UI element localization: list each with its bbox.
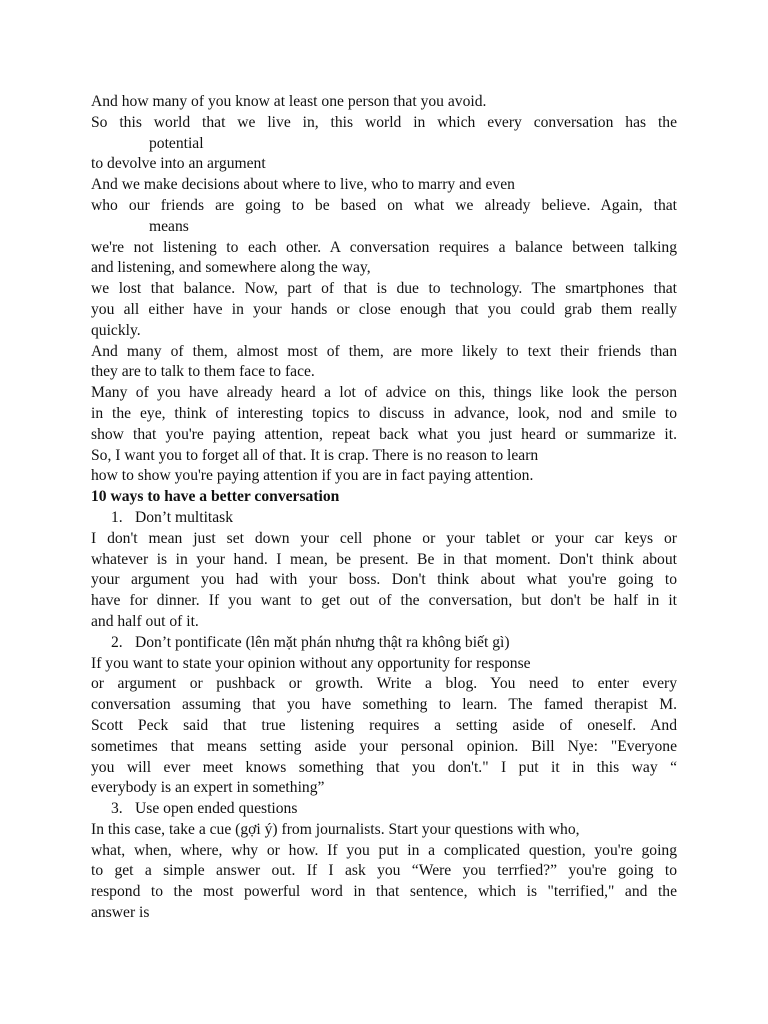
text-line: to devolve into an argument: [91, 155, 266, 173]
list-number: 2.: [111, 633, 123, 651]
text-line: have for dinner. If you want to get out of the conversation, but don't be half in it: [91, 592, 677, 610]
text-line: you all either have in your hands or close enough that you could grab them really: [91, 300, 677, 318]
text-line: And we make decisions about where to live, who to marry and even: [91, 176, 515, 194]
text-line: what, when, where, why or how. If you put in a complicated question, you're going: [91, 841, 677, 859]
text-line: potential: [149, 134, 204, 152]
text-line: your argument you had with your boss. Don't think about what you're going to: [91, 571, 677, 589]
text-line: you will ever meet knows something that you don't." I put it in this way “: [91, 758, 677, 776]
text-line: they are to talk to them face to face.: [91, 363, 315, 381]
text-line: show that you're paying attention, repeat back what you just heard or summarize it.: [91, 425, 677, 443]
list-number: 3.: [111, 800, 123, 818]
list-item-title: Don’t multitask: [135, 508, 234, 526]
text-line: If you want to state your opinion without any opportunity for response: [91, 654, 531, 672]
text-line: In this case, take a cue (gợi ý) from journalists. Start your questions with who,: [91, 820, 580, 838]
list-item-heading: [91, 508, 677, 529]
text-line: we're not listening to each other. A conversation requires a balance between talking: [91, 238, 677, 256]
text-line: who our friends are going to be based on what we already believe. Again, that: [91, 196, 677, 214]
text-line: everybody is an expert in something”: [91, 779, 325, 797]
text-line: conversation assuming that you have something to learn. The famed therapist M.: [91, 696, 677, 714]
text-line: I don't mean just set down your cell phone or your tablet or your car keys or: [91, 529, 677, 547]
tip-1-block: [91, 508, 677, 633]
text-line: how to show you're paying attention if you are in fact paying attention.: [91, 467, 534, 485]
text-line: And many of them, almost most of them, are more likely to text their friends than: [91, 342, 677, 360]
tip-3-block: [91, 799, 677, 924]
list-item-title: Don’t pontificate (lên mặt phán nhưng thật ra không biết gì): [135, 633, 510, 651]
text-line: Scott Peck said that true listening requires a setting aside of oneself. And: [91, 716, 677, 734]
text-line: So, I want you to forget all of that. It is crap. There is no reason to learn: [91, 446, 539, 464]
text-line: So this world that we live in, this world in which every conversation has the: [91, 113, 677, 131]
text-line: respond to the most powerful word in that sentence, which is "terrified," and the: [91, 883, 677, 901]
text-line: sometimes that means setting aside your personal opinion. Bill Nye: "Everyone: [91, 737, 677, 755]
text-line: Many of you have already heard a lot of advice on this, things like look the person: [91, 384, 677, 402]
intro-block: [91, 92, 677, 487]
text-line: in the eye, think of interesting topics to discuss in advance, look, nod and smile to: [91, 404, 677, 422]
text-line: or argument or pushback or growth. Write a blog. You need to enter every: [91, 675, 677, 693]
text-line: means: [149, 217, 189, 235]
tip-2-block: [91, 633, 677, 799]
list-item-heading: [91, 633, 677, 654]
text-line: And how many of you know at least one person that you avoid.: [91, 93, 487, 110]
text-line: we lost that balance. Now, part of that is due to technology. The smartphones that: [91, 280, 677, 298]
section-heading: 10 ways to have a better conversation: [91, 488, 340, 506]
text-line: to get a simple answer out. If I ask you “Were you terrfied?” you're going to: [91, 862, 677, 880]
text-line: whatever is in your hand. I mean, be present. Be in that moment. Don't think about: [91, 550, 677, 568]
text-line: quickly.: [91, 321, 141, 339]
text-line: answer is: [91, 904, 150, 922]
list-item-heading: [91, 799, 677, 820]
text-line: and listening, and somewhere along the way,: [91, 259, 371, 277]
text-line: and half out of it.: [91, 612, 199, 630]
list-number: 1.: [111, 508, 123, 526]
list-item-title: Use open ended questions: [135, 800, 298, 818]
